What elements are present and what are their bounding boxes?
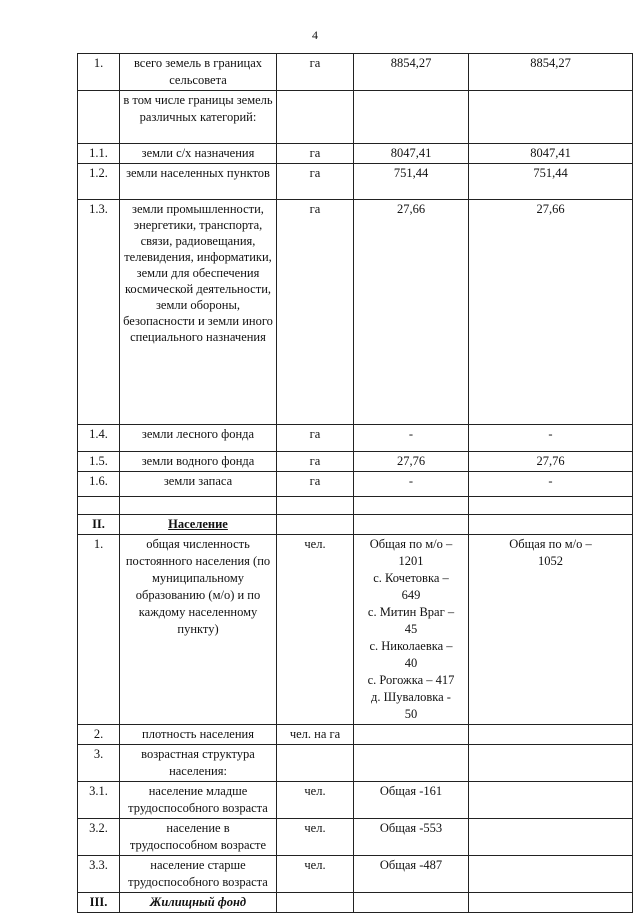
value-line: 50 bbox=[404, 707, 418, 721]
row-value-1: 27,66 bbox=[354, 200, 469, 425]
table-row bbox=[78, 856, 633, 893]
row-number: 3.3. bbox=[78, 856, 120, 893]
row-name: земли населенных пунктов bbox=[120, 164, 277, 200]
table-row bbox=[78, 725, 633, 745]
table-row bbox=[78, 745, 633, 782]
row-value-1: 27,76 bbox=[354, 452, 469, 472]
row-name: население младше трудоспособного возраста bbox=[120, 782, 277, 819]
row-name: население в трудоспособном возрасте bbox=[120, 819, 277, 856]
row-number: 1. bbox=[78, 535, 120, 725]
row-value-1: - bbox=[354, 472, 469, 497]
row-unit: га bbox=[277, 144, 354, 164]
value-line: 40 bbox=[404, 656, 418, 670]
row-name: общая численность постоянного населения (по муниципальному образованию (м/о) и по каждому населенному пункту) bbox=[120, 535, 277, 725]
row-unit: га bbox=[277, 200, 354, 425]
row-number: 3.1. bbox=[78, 782, 120, 819]
row-number: 1.4. bbox=[78, 425, 120, 452]
row-value-2: 27,76 bbox=[469, 452, 633, 472]
row-value-2: 8047,41 bbox=[469, 144, 633, 164]
value-line: 649 bbox=[401, 588, 421, 602]
value-line: с. Рогожка – 417 bbox=[367, 673, 455, 687]
section-row bbox=[78, 515, 633, 535]
row-unit: чел. bbox=[277, 856, 354, 893]
row-unit: чел. bbox=[277, 782, 354, 819]
row-name: плотность населения bbox=[120, 725, 277, 745]
row-value-2 bbox=[469, 856, 633, 893]
empty-row bbox=[78, 497, 633, 515]
row-unit: га bbox=[277, 425, 354, 452]
land-population-table bbox=[77, 53, 633, 913]
value-line: с. Николаевка – bbox=[369, 639, 453, 653]
row-number: 1. bbox=[78, 54, 120, 91]
row-value-2 bbox=[469, 819, 633, 856]
row-name: население старше трудоспособного возраста bbox=[120, 856, 277, 893]
row-unit: га bbox=[277, 472, 354, 497]
row-unit bbox=[277, 745, 354, 782]
table-row bbox=[78, 200, 633, 425]
table-row bbox=[78, 164, 633, 200]
row-number: 3. bbox=[78, 745, 120, 782]
row-value-2: 27,66 bbox=[469, 200, 633, 425]
row-value-2: - bbox=[469, 472, 633, 497]
table-row bbox=[78, 782, 633, 819]
row-number: 3.2. bbox=[78, 819, 120, 856]
value-line: 45 bbox=[404, 622, 418, 636]
row-unit: чел. bbox=[277, 819, 354, 856]
table-row bbox=[78, 472, 633, 497]
row-value-1: 8047,41 bbox=[354, 144, 469, 164]
row-value-1: 751,44 bbox=[354, 164, 469, 200]
row-number: 2. bbox=[78, 725, 120, 745]
row-value-2: 8854,27 bbox=[469, 54, 633, 91]
row-number: 1.1. bbox=[78, 144, 120, 164]
value-line: Общая по м/о – bbox=[509, 537, 592, 551]
row-value-2 bbox=[469, 535, 633, 725]
section-number: II. bbox=[78, 515, 120, 535]
row-unit: чел. bbox=[277, 535, 354, 725]
table-row bbox=[78, 425, 633, 452]
table-row bbox=[78, 54, 633, 91]
row-value-2: 751,44 bbox=[469, 164, 633, 200]
row-value-1 bbox=[354, 535, 469, 725]
row-value-1: Общая -487 bbox=[354, 856, 469, 893]
value-line: с. Митин Враг – bbox=[367, 605, 455, 619]
row-value-1 bbox=[354, 745, 469, 782]
row-value-1: Общая -161 bbox=[354, 782, 469, 819]
row-name: земли водного фонда bbox=[120, 452, 277, 472]
row-name: всего земель в границах сельсовета bbox=[120, 54, 277, 91]
value-line: Общая по м/о – bbox=[369, 537, 453, 551]
section-title: Население bbox=[120, 515, 277, 535]
section-title: Жилищный фонд bbox=[120, 893, 277, 913]
row-name: земли запаса bbox=[120, 472, 277, 497]
row-name: земли с/х назначения bbox=[120, 144, 277, 164]
table-row bbox=[78, 535, 633, 725]
row-value-2 bbox=[469, 91, 633, 144]
value-line: с. Кочетовка – bbox=[373, 571, 449, 585]
value-line: 1052 bbox=[538, 554, 563, 568]
row-value-2 bbox=[469, 725, 633, 745]
table-row bbox=[78, 91, 633, 144]
row-value-2: - bbox=[469, 425, 633, 452]
page-number: 4 bbox=[312, 28, 318, 42]
table-row bbox=[78, 144, 633, 164]
row-value-1 bbox=[354, 725, 469, 745]
row-value-1: 8854,27 bbox=[354, 54, 469, 91]
row-value-2 bbox=[469, 782, 633, 819]
row-value-1: - bbox=[354, 425, 469, 452]
row-number bbox=[78, 91, 120, 144]
row-name: в том числе границы земель различных категорий: bbox=[120, 91, 277, 144]
row-unit: га bbox=[277, 54, 354, 91]
row-name: земли лесного фонда bbox=[120, 425, 277, 452]
row-unit bbox=[277, 91, 354, 144]
row-number: 1.5. bbox=[78, 452, 120, 472]
row-number: 1.6. bbox=[78, 472, 120, 497]
row-name: возрастная структура населения: bbox=[120, 745, 277, 782]
section-row bbox=[78, 893, 633, 913]
value-line: д. Шуваловка - bbox=[371, 690, 451, 704]
table-row bbox=[78, 819, 633, 856]
row-unit: га bbox=[277, 452, 354, 472]
value-line: 1201 bbox=[398, 554, 424, 568]
table-row bbox=[78, 452, 633, 472]
row-number: 1.2. bbox=[78, 164, 120, 200]
section-number: III. bbox=[78, 893, 120, 913]
row-number: 1.3. bbox=[78, 200, 120, 425]
row-unit: чел. на га bbox=[277, 725, 354, 745]
row-value-1: Общая -553 bbox=[354, 819, 469, 856]
row-name: земли промышленности, энергетики, транспорта, связи, радиовещания, телевидения, информатики, земли для обеспечения космической деятельности, земли обороны, безопасности и земли иного специального назначения bbox=[120, 200, 277, 425]
row-unit: га bbox=[277, 164, 354, 200]
row-value-1 bbox=[354, 91, 469, 144]
row-value-2 bbox=[469, 745, 633, 782]
